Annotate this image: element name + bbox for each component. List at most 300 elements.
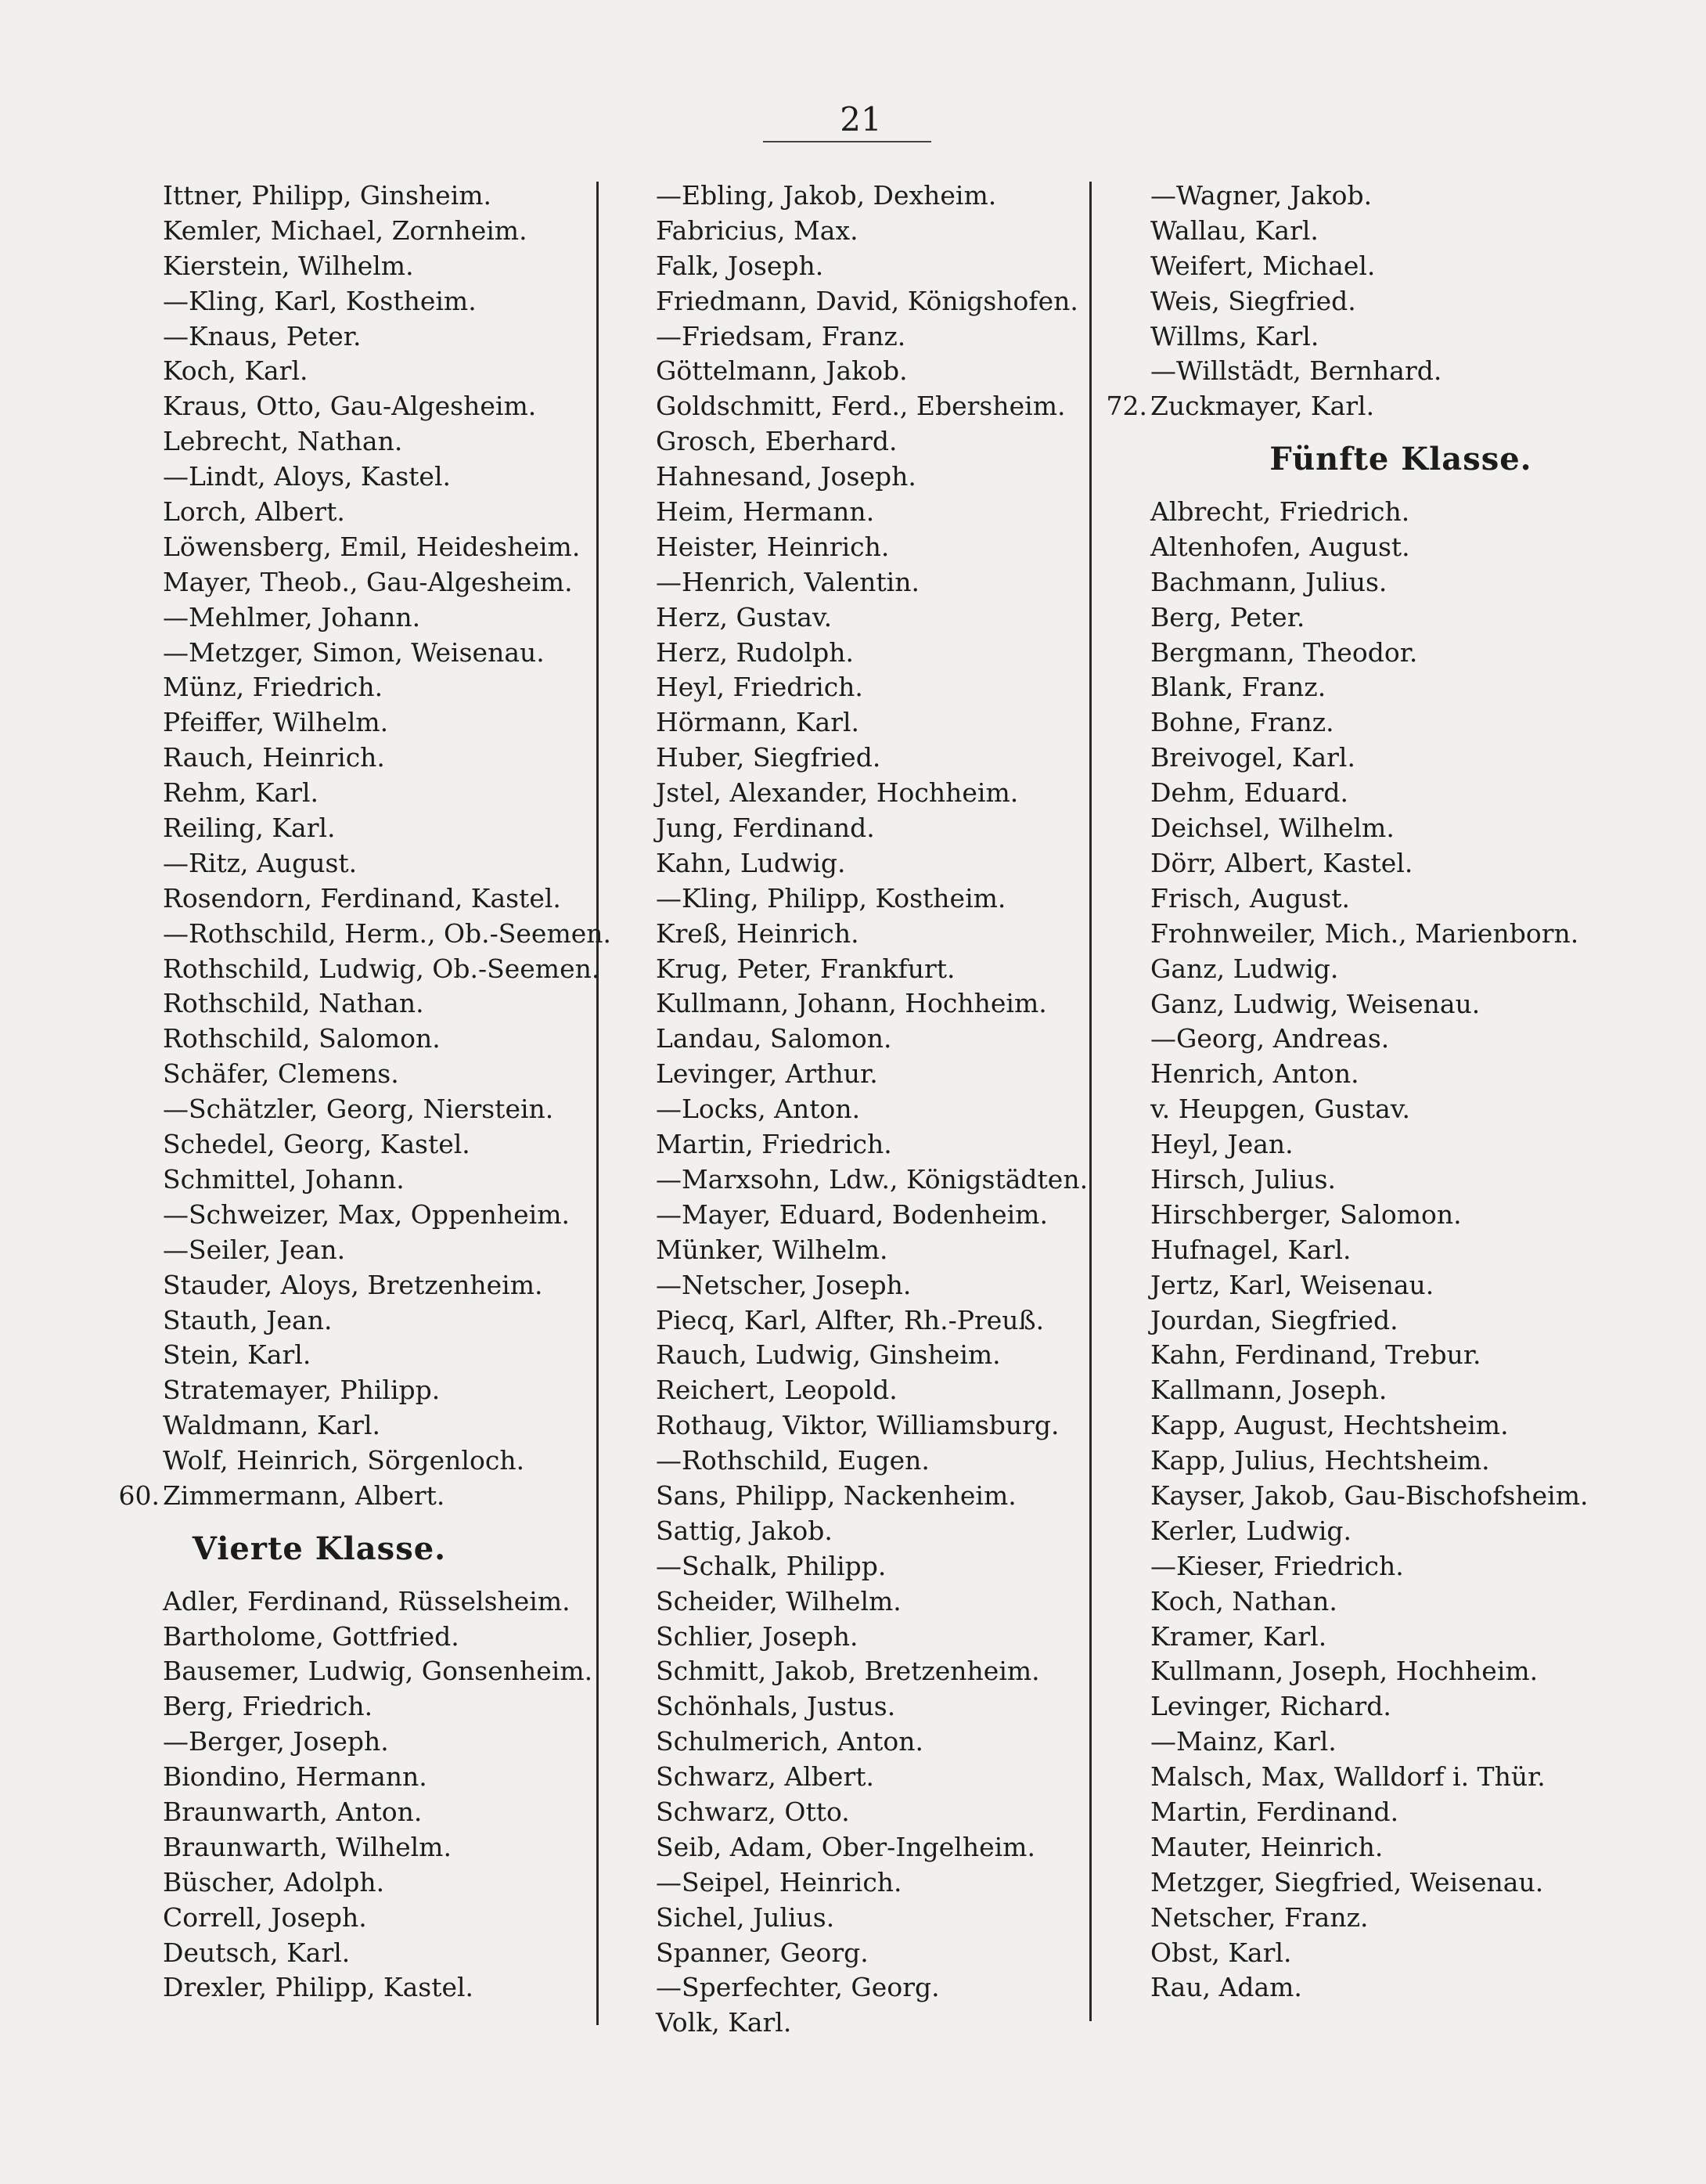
name-entry [1150,846,1589,881]
entry-text: —Schätzler, Georg, Nierstein. [163,1094,554,1125]
name-entry [163,1830,601,1865]
name-entry [1150,917,1589,952]
name-entry [163,1865,601,1901]
entry-text: Löwensberg, Emil, Heidesheim. [163,531,581,562]
entry-text: Huber, Siegfried. [656,742,881,773]
entry-text: Lebrecht, Nathan. [163,426,403,457]
name-entry [656,1724,1094,1760]
name-entry [1150,636,1589,671]
entry-text: —Kieser, Friedrich. [1150,1550,1404,1581]
entry-text: Rothschild, Nathan. [163,988,424,1019]
name-entry [163,1092,601,1127]
name-entry [1150,1970,1589,2006]
name-entry [1150,214,1589,249]
name-entry [163,495,601,530]
name-entry [1150,284,1589,319]
entry-text: Stauth, Jean. [163,1304,333,1335]
name-entry [1150,1760,1589,1795]
name-entry [163,1198,601,1233]
name-entry [656,1303,1094,1339]
entry-text: Levinger, Richard. [1150,1691,1391,1722]
entry-text: —Ebling, Jakob, Dexheim. [656,180,997,211]
name-entry [163,354,601,389]
entry-text: —Mainz, Karl. [1150,1726,1337,1757]
entry-text: Schedel, Georg, Kastel. [163,1129,470,1160]
entry-text: —Kling, Philipp, Kostheim. [656,882,1006,914]
entry-text: Schmittel, Johann. [163,1163,405,1195]
entry-text: Bachmann, Julius. [1150,566,1387,597]
entry-text: Schlier, Joseph. [656,1620,858,1652]
name-entry [656,1830,1094,1865]
entry-text: Kreß, Heinrich. [656,917,859,949]
name-entry [163,881,601,917]
name-entry [1150,1795,1589,1830]
name-entry [163,284,601,319]
name-entry [656,1689,1094,1724]
name-entry [163,1233,601,1268]
entry-text: Schäfer, Clemens. [163,1058,399,1090]
name-entry [656,1057,1094,1092]
name-entry [656,1443,1094,1479]
name-list-bottom [1150,495,1589,2006]
name-entry [1150,249,1589,284]
entry-text: Stratemayer, Philipp. [163,1375,441,1406]
name-entry [1150,1689,1589,1724]
name-entry [1150,565,1589,600]
entry-text: Heim, Hermann. [656,496,875,528]
name-entry [163,1901,601,1936]
entry-text: Sans, Philipp, Nackenheim. [656,1479,1017,1511]
entry-text: —Schalk, Philipp. [656,1550,887,1581]
name-entry [163,389,601,424]
entry-text: Jourdan, Siegfried. [1150,1304,1398,1335]
name-entry [656,1198,1094,1233]
entry-text: —Ritz, August. [163,847,358,878]
name-entry [163,917,612,952]
page-number: 21 [840,100,882,139]
name-entry [656,565,1094,600]
entry-text: —Rothschild, Eugen. [656,1445,930,1476]
entry-text: Kapp, Julius, Hechtsheim. [1150,1445,1490,1476]
name-entry [1150,319,1589,355]
section-heading-fuenfte-klasse: Fünfte Klasse. [1269,441,1532,478]
name-entry [656,319,1094,355]
name-entry [163,565,601,600]
name-entry [163,1127,601,1162]
entry-text: —Marxsohn, Ldw., Königstädten. [656,1163,1089,1195]
name-entry [163,1303,601,1339]
name-entry [1106,389,1589,424]
entry-text: Drexler, Philipp, Kastel. [163,1972,474,2003]
name-entry [1150,1654,1589,1689]
entry-text: Dörr, Albert, Kastel. [1150,847,1413,878]
name-entry [1150,600,1589,636]
name-entry [1150,1479,1589,1514]
entry-text: Piecq, Karl, Alfter, Rh.-Preuß. [656,1304,1045,1335]
entry-text: Bausemer, Ludwig, Gonsenheim. [163,1656,593,1687]
entry-text: Jertz, Karl, Weisenau. [1150,1269,1434,1300]
entry-text: Martin, Ferdinand. [1150,1796,1399,1827]
name-entry [163,636,601,671]
name-entry [1150,1127,1589,1162]
entry-text: Bergmann, Theodor. [1150,636,1418,668]
entry-text: Jung, Ferdinand. [656,813,875,844]
name-entry [163,705,601,741]
entry-text: Rauch, Ludwig, Ginsheim. [656,1339,1001,1371]
name-entry [1150,952,1589,987]
entry-text: Martin, Friedrich. [656,1129,892,1160]
page-number-rule [763,141,931,142]
entry-text: —Seiler, Jean. [163,1234,346,1265]
name-entry [163,1936,601,1971]
entry-text: Jstel, Alexander, Hochheim. [656,777,1019,809]
name-entry [163,670,601,705]
entry-text: Landau, Salomon. [656,1023,892,1054]
entry-text: Rauch, Heinrich. [163,742,385,773]
entry-text: Waldmann, Karl. [163,1410,381,1441]
name-entry [1150,1901,1589,1936]
name-entry [1150,1514,1589,1549]
name-entry [656,389,1094,424]
name-entry [1150,1092,1589,1127]
entry-text: Wolf, Heinrich, Sörgenloch. [163,1445,525,1476]
entry-text: Sattig, Jakob. [656,1515,833,1546]
entry-text: Bohne, Franz. [1150,707,1334,738]
name-entry [656,1338,1094,1373]
entry-text: Levinger, Arthur. [656,1058,878,1090]
name-entry [1150,1233,1589,1268]
entry-text: Göttelmann, Jakob. [656,355,908,387]
entry-text: —Seipel, Heinrich. [656,1866,902,1897]
name-entry [656,1022,1094,1057]
name-entry [1150,670,1589,705]
name-entry [656,881,1094,917]
entry-text: Bartholome, Gottfried. [163,1620,459,1652]
entry-text: Heyl, Friedrich. [656,672,863,703]
entry-text: Zimmermann, Albert. [163,1479,445,1511]
name-entry [163,1443,601,1479]
entry-text: Koch, Nathan. [1150,1585,1337,1616]
name-entry [1150,1198,1589,1233]
entry-text: Heister, Heinrich. [656,531,890,562]
name-entry [656,1901,1094,1936]
entry-text: Reiling, Karl. [163,813,336,844]
entry-text: Stauder, Aloys, Bretzenheim. [163,1269,543,1300]
name-entry [656,530,1094,565]
name-entry [1150,987,1589,1022]
name-entry [656,2006,1094,2041]
entry-text: —Rothschild, Herm., Ob.-Seemen. [163,917,612,949]
entry-text: Deichsel, Wilhelm. [1150,813,1395,844]
entry-text: Falk, Joseph. [656,250,824,281]
name-entry [163,741,601,776]
entry-text: Rau, Adam. [1150,1972,1302,2003]
name-entry [656,741,1094,776]
name-entry [163,1970,601,2006]
name-entry [656,249,1094,284]
name-entry [656,284,1094,319]
name-entry [656,1408,1094,1443]
entry-text: Breivogel, Karl. [1150,742,1355,773]
entry-text: Willms, Karl. [1150,320,1319,351]
entry-text: Adler, Ferdinand, Rüsselsheim. [163,1585,570,1616]
name-entry [163,986,601,1022]
name-entry [1150,1303,1589,1339]
entry-text: —Friedsam, Franz. [656,320,906,351]
entry-text: Braunwarth, Wilhelm. [163,1831,452,1862]
name-entry [656,846,1094,881]
name-entry [1150,1022,1589,1057]
entry-text: —Metzger, Simon, Weisenau. [163,636,545,668]
entry-text: —Locks, Anton. [656,1094,861,1125]
name-entry [656,1549,1094,1584]
name-entry [1150,1830,1589,1865]
name-entry [656,460,1094,495]
entry-text: Fabricius, Max. [656,214,858,246]
entry-text: Heyl, Jean. [1150,1129,1294,1160]
entry-text: —Mehlmer, Johann. [163,601,421,632]
name-entry [1150,1443,1589,1479]
name-entry [163,776,601,811]
name-entry [163,1268,601,1303]
entry-text: Koch, Karl. [163,355,308,387]
name-list-top [118,178,612,1514]
entry-text: —Wagner, Jakob. [1150,180,1373,211]
name-column-3 [1106,178,1589,2006]
name-list-top [1106,178,1589,424]
entry-text: Kullmann, Johann, Hochheim. [656,988,1047,1019]
name-column-1 [118,178,612,2006]
entry-text: —Berger, Joseph. [163,1726,389,1757]
entry-text: Ittner, Philipp, Ginsheim. [163,180,492,211]
name-entry [1150,495,1589,530]
entry-text: —Sperfechter, Georg. [656,1972,940,2003]
name-entry [163,952,601,987]
name-entry [1150,881,1589,917]
entry-text: Münz, Friedrich. [163,672,383,703]
name-entry [656,1970,1094,2006]
entry-text: Schönhals, Justus. [656,1691,896,1722]
name-entry [656,1760,1094,1795]
entry-text: Hirsch, Julius. [1150,1163,1337,1195]
entry-text: Friedmann, David, Königshofen. [656,285,1078,316]
name-entry [1150,1584,1589,1620]
name-entry [656,214,1094,249]
name-entry [1150,1162,1589,1198]
entry-text: Kahn, Ferdinand, Trebur. [1150,1339,1481,1371]
name-entry [656,354,1094,389]
entry-text: Lorch, Albert. [163,496,345,528]
name-entry [656,1936,1094,1971]
name-entry [1150,1408,1589,1443]
name-entry [656,424,1094,460]
entry-text: Malsch, Max, Walldorf i. Thür. [1150,1761,1546,1793]
name-entry [163,846,601,881]
name-entry [1150,1724,1589,1760]
entry-text: Kemler, Michael, Zornheim. [163,214,527,246]
section-heading-vierte-klasse: Vierte Klasse. [192,1530,447,1567]
entry-text: Dehm, Eduard. [1150,777,1349,809]
entry-number: 72. [1106,391,1147,422]
entry-text: Deutsch, Karl. [163,1937,351,1968]
name-entry [1150,705,1589,741]
name-entry [656,1865,1094,1901]
name-entry [656,705,1094,741]
name-entry [656,1584,1094,1620]
entry-text: Blank, Franz. [1150,672,1326,703]
name-entry [656,1268,1094,1303]
entry-text: Kallmann, Joseph. [1150,1375,1387,1406]
name-entry [163,1620,601,1655]
entry-text: Mauter, Heinrich. [1150,1831,1384,1862]
entry-text: Rosendorn, Ferdinand, Kastel. [163,882,561,914]
name-entry [163,214,601,249]
name-entry [1150,811,1589,846]
entry-text: Correll, Joseph. [163,1901,367,1933]
name-entry [163,600,601,636]
name-entry [656,917,1094,952]
entry-text: Henrich, Anton. [1150,1058,1359,1090]
name-list-top [656,178,1094,2041]
entry-text: Schulmerich, Anton. [656,1726,923,1757]
name-entry [656,811,1094,846]
name-entry [163,1795,601,1830]
name-entry [656,1373,1094,1408]
entry-text: —Schweizer, Max, Oppenheim. [163,1198,570,1230]
entry-text: Rothaug, Viktor, Williamsburg. [656,1410,1060,1441]
entry-text: Wallau, Karl. [1150,214,1319,246]
name-entry [1150,1373,1589,1408]
name-entry [163,1689,601,1724]
entry-text: —Henrich, Valentin. [656,566,920,597]
name-entry [1150,1936,1589,1971]
entry-text: Kerler, Ludwig. [1150,1515,1351,1546]
name-entry [1150,1057,1589,1092]
name-entry [656,1795,1094,1830]
name-entry [1150,354,1589,389]
entry-text: —Knaus, Peter. [163,320,362,351]
entry-text: Obst, Karl. [1150,1937,1292,1968]
entry-text: Hörmann, Karl. [656,707,860,738]
entry-text: Rothschild, Salomon. [163,1023,441,1054]
name-entry [118,1479,601,1514]
name-entry [656,178,1094,214]
name-entry [656,495,1094,530]
entry-text: Volk, Karl. [656,2007,792,2038]
name-entry [656,1127,1094,1162]
entry-text: Rehm, Karl. [163,777,319,809]
name-entry [656,1514,1094,1549]
name-entry [163,249,601,284]
name-entry [163,1584,601,1620]
entry-number: 60. [118,1479,160,1511]
entry-text: —Netscher, Joseph. [656,1269,912,1300]
name-entry [656,1654,1094,1689]
name-entry [656,670,1094,705]
name-entry [163,1162,601,1198]
entry-text: Kapp, August, Hechtsheim. [1150,1410,1509,1441]
entry-text: —Willstädt, Bernhard. [1150,355,1442,387]
name-entry [1150,776,1589,811]
entry-text: Weis, Siegfried. [1150,285,1356,316]
entry-text: Ganz, Ludwig. [1150,953,1339,984]
entry-text: Berg, Friedrich. [163,1691,373,1722]
name-entry [656,952,1094,987]
name-entry [1150,1549,1589,1584]
name-entry [1150,1865,1589,1901]
name-entry [163,811,601,846]
entry-text: Spanner, Georg. [656,1937,869,1968]
name-entry [163,1057,601,1092]
entry-text: Schmitt, Jakob, Bretzenheim. [656,1656,1040,1687]
entry-text: Altenhofen, August. [1150,531,1410,562]
entry-text: Kierstein, Wilhelm. [163,250,414,281]
entry-text: Büscher, Adolph. [163,1866,385,1897]
name-entry [163,1338,601,1373]
entry-text: Biondino, Hermann. [163,1761,427,1793]
name-entry [656,986,1094,1022]
entry-text: —Lindt, Aloys, Kastel. [163,461,451,492]
name-entry [1150,1268,1589,1303]
entry-text: Herz, Rudolph. [656,636,854,668]
name-entry [163,1022,601,1057]
name-entry [656,1162,1094,1198]
entry-text: v. Heupgen, Gustav. [1150,1094,1410,1125]
entry-text: Sichel, Julius. [656,1901,835,1933]
entry-text: Albrecht, Friedrich. [1150,496,1410,528]
entry-text: Frisch, August. [1150,882,1351,914]
name-entry [163,178,601,214]
entry-text: Hahnesand, Joseph. [656,461,916,492]
entry-text: Seib, Adam, Ober-Ingelheim. [656,1831,1035,1862]
name-entry [1150,1338,1589,1373]
name-entry [163,1373,601,1408]
entry-text: Kullmann, Joseph, Hochheim. [1150,1656,1539,1687]
name-entry [163,1408,601,1443]
entry-text: Krug, Peter, Frankfurt. [656,953,956,984]
entry-text: Grosch, Eberhard. [656,426,898,457]
name-entry [163,424,601,460]
name-entry [163,1724,601,1760]
entry-text: Metzger, Siegfried, Weisenau. [1150,1866,1544,1897]
entry-text: —Kling, Karl, Kostheim. [163,285,477,316]
entry-text: Zuckmayer, Karl. [1150,391,1375,422]
name-entry [656,600,1094,636]
name-entry [163,530,601,565]
entry-text: Schwarz, Albert. [656,1761,874,1793]
name-entry [656,1092,1094,1127]
entry-text: Berg, Peter. [1150,601,1305,632]
entry-text: Kramer, Karl. [1150,1620,1327,1652]
entry-text: —Georg, Andreas. [1150,1023,1390,1054]
name-entry [163,319,601,355]
entry-text: Reichert, Leopold. [656,1375,898,1406]
name-entry [656,1479,1094,1514]
entry-text: Goldschmitt, Ferd., Ebersheim. [656,391,1066,422]
entry-text: Münker, Wilhelm. [656,1234,888,1265]
name-entry [656,636,1094,671]
name-entry [1150,741,1589,776]
entry-text: Frohnweiler, Mich., Marienborn. [1150,917,1579,949]
entry-text: Rothschild, Ludwig, Ob.-Seemen. [163,953,600,984]
entry-text: Kraus, Otto, Gau-Algesheim. [163,391,537,422]
name-entry [163,1654,601,1689]
name-entry [1150,178,1589,214]
entry-text: Scheider, Wilhelm. [656,1585,902,1616]
name-list-bottom [163,1584,601,2006]
name-entry [656,1233,1094,1268]
name-entry [163,460,601,495]
